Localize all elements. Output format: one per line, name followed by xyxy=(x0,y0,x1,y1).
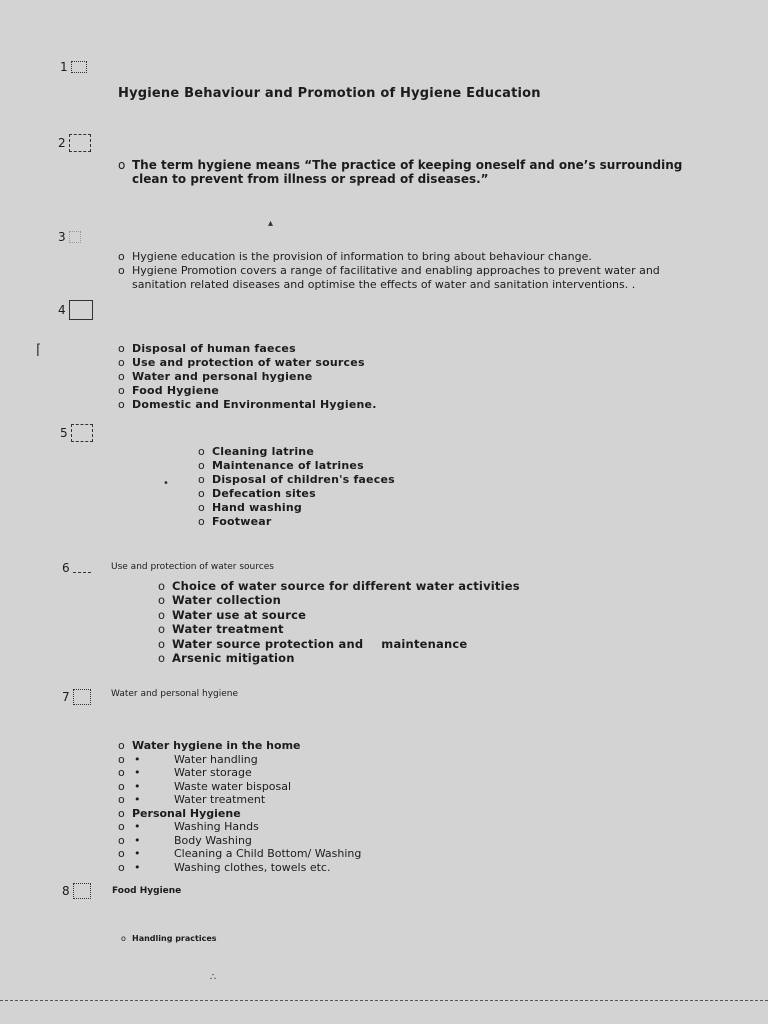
page-edge-divider xyxy=(0,1000,768,1001)
list-item: o Use and protection of water sources xyxy=(118,356,377,370)
slide-thumbnail-icon xyxy=(73,883,91,899)
slide-number: 1 xyxy=(60,60,68,74)
list-item: o Personal Hygiene xyxy=(118,807,361,821)
scan-artifact: ⌈ xyxy=(36,342,42,358)
list-item: o Water collection xyxy=(158,593,520,607)
list-item: o The term hygiene means “The practice of keeping oneself and one’s surrounding clean to prevent from illness or spread of diseases.” xyxy=(118,158,702,186)
water-sources-list xyxy=(158,579,520,665)
list-item: o Disposal of human faeces xyxy=(118,342,377,356)
scan-artifact: ∴ xyxy=(210,972,217,983)
scan-artifact: ▴ xyxy=(268,218,274,229)
list-item: o Defecation sites xyxy=(198,487,395,501)
slide-thumbnail-icon xyxy=(71,61,87,73)
list-item: o Hand washing xyxy=(198,501,395,515)
list-item: o Water use at source xyxy=(158,608,520,622)
list-item: o Food Hygiene xyxy=(118,384,377,398)
list-item: o Hygiene education is the provision of information to bring about behaviour change. xyxy=(118,250,712,264)
slide-number: 2 xyxy=(58,136,66,150)
slide-thumbnail-icon xyxy=(73,689,91,705)
slide-marker-1 xyxy=(60,60,87,74)
food-hygiene-list xyxy=(121,934,217,943)
section-label: Use and protection of water sources xyxy=(111,562,274,572)
slide-number: 5 xyxy=(60,426,68,440)
list-item: o Disposal of children's faeces xyxy=(198,473,395,487)
list-item: o • Body Washing xyxy=(118,834,361,848)
list-item: o Handling practices xyxy=(121,934,217,943)
slide-number: 4 xyxy=(58,303,66,317)
list-item: o Water treatment xyxy=(158,622,520,636)
list-item: o • Water storage xyxy=(118,766,361,780)
list-item: o • Washing Hands xyxy=(118,820,361,834)
list-item: o • Water handling xyxy=(118,753,361,767)
slide-number: 8 xyxy=(62,884,70,898)
slide-thumbnail-icon xyxy=(69,231,81,243)
section-label: Water and personal hygiene xyxy=(111,689,239,699)
scan-artifact: • xyxy=(163,478,169,489)
list-item: o Footwear xyxy=(198,515,395,529)
list-item: o Cleaning latrine xyxy=(198,445,395,459)
list-item: o • Cleaning a Child Bottom/ Washing xyxy=(118,847,361,861)
slide-marker-6 xyxy=(62,561,91,575)
list-item: o Hygiene Promotion covers a range of facilitative and enabling approaches to prevent water and sanitation related diseases and optimise the effects of water and sanitation interventions. . xyxy=(118,264,712,292)
faeces-disposal-list xyxy=(198,445,395,529)
list-item: o • Washing clothes, towels etc. xyxy=(118,861,361,875)
list-item: o • Waste water bisposal xyxy=(118,780,361,794)
slide-thumbnail-icon xyxy=(73,564,91,573)
slide-marker-8 xyxy=(62,883,91,899)
slide-thumbnail-icon xyxy=(71,424,93,442)
slide-thumbnail-icon xyxy=(69,134,91,152)
list-item: o Water hygiene in the home xyxy=(118,739,361,753)
list-item: o Arsenic mitigation xyxy=(158,651,520,665)
list-item: o Maintenance of latrines xyxy=(198,459,395,473)
slide-number: 7 xyxy=(62,690,70,704)
slide-thumbnail-icon xyxy=(69,300,93,320)
hygiene-topics-list xyxy=(118,342,377,412)
list-item-extra: maintenance xyxy=(381,636,468,651)
education-list xyxy=(118,250,712,292)
personal-hygiene-list xyxy=(118,739,361,874)
list-item xyxy=(158,637,520,651)
list-item: o Water and personal hygiene xyxy=(118,370,377,384)
list-item: o • Water treatment xyxy=(118,793,361,807)
slide-marker-2 xyxy=(58,134,91,152)
slide-marker-7 xyxy=(62,689,91,705)
slide-marker-5 xyxy=(60,424,93,442)
page-title: Hygiene Behaviour and Promotion of Hygiene Education xyxy=(118,86,541,101)
section-label: Food Hygiene xyxy=(112,886,182,896)
list-item: o Domestic and Environmental Hygiene. xyxy=(118,398,377,412)
slide-marker-3 xyxy=(58,230,81,244)
slide-number: 3 xyxy=(58,230,66,244)
slide-marker-4 xyxy=(58,300,93,320)
list-item-text: Water source protection and xyxy=(172,636,364,651)
list-item: o Choice of water source for different water activities xyxy=(158,579,520,593)
slide-number: 6 xyxy=(62,561,70,575)
definition-list xyxy=(118,158,702,186)
